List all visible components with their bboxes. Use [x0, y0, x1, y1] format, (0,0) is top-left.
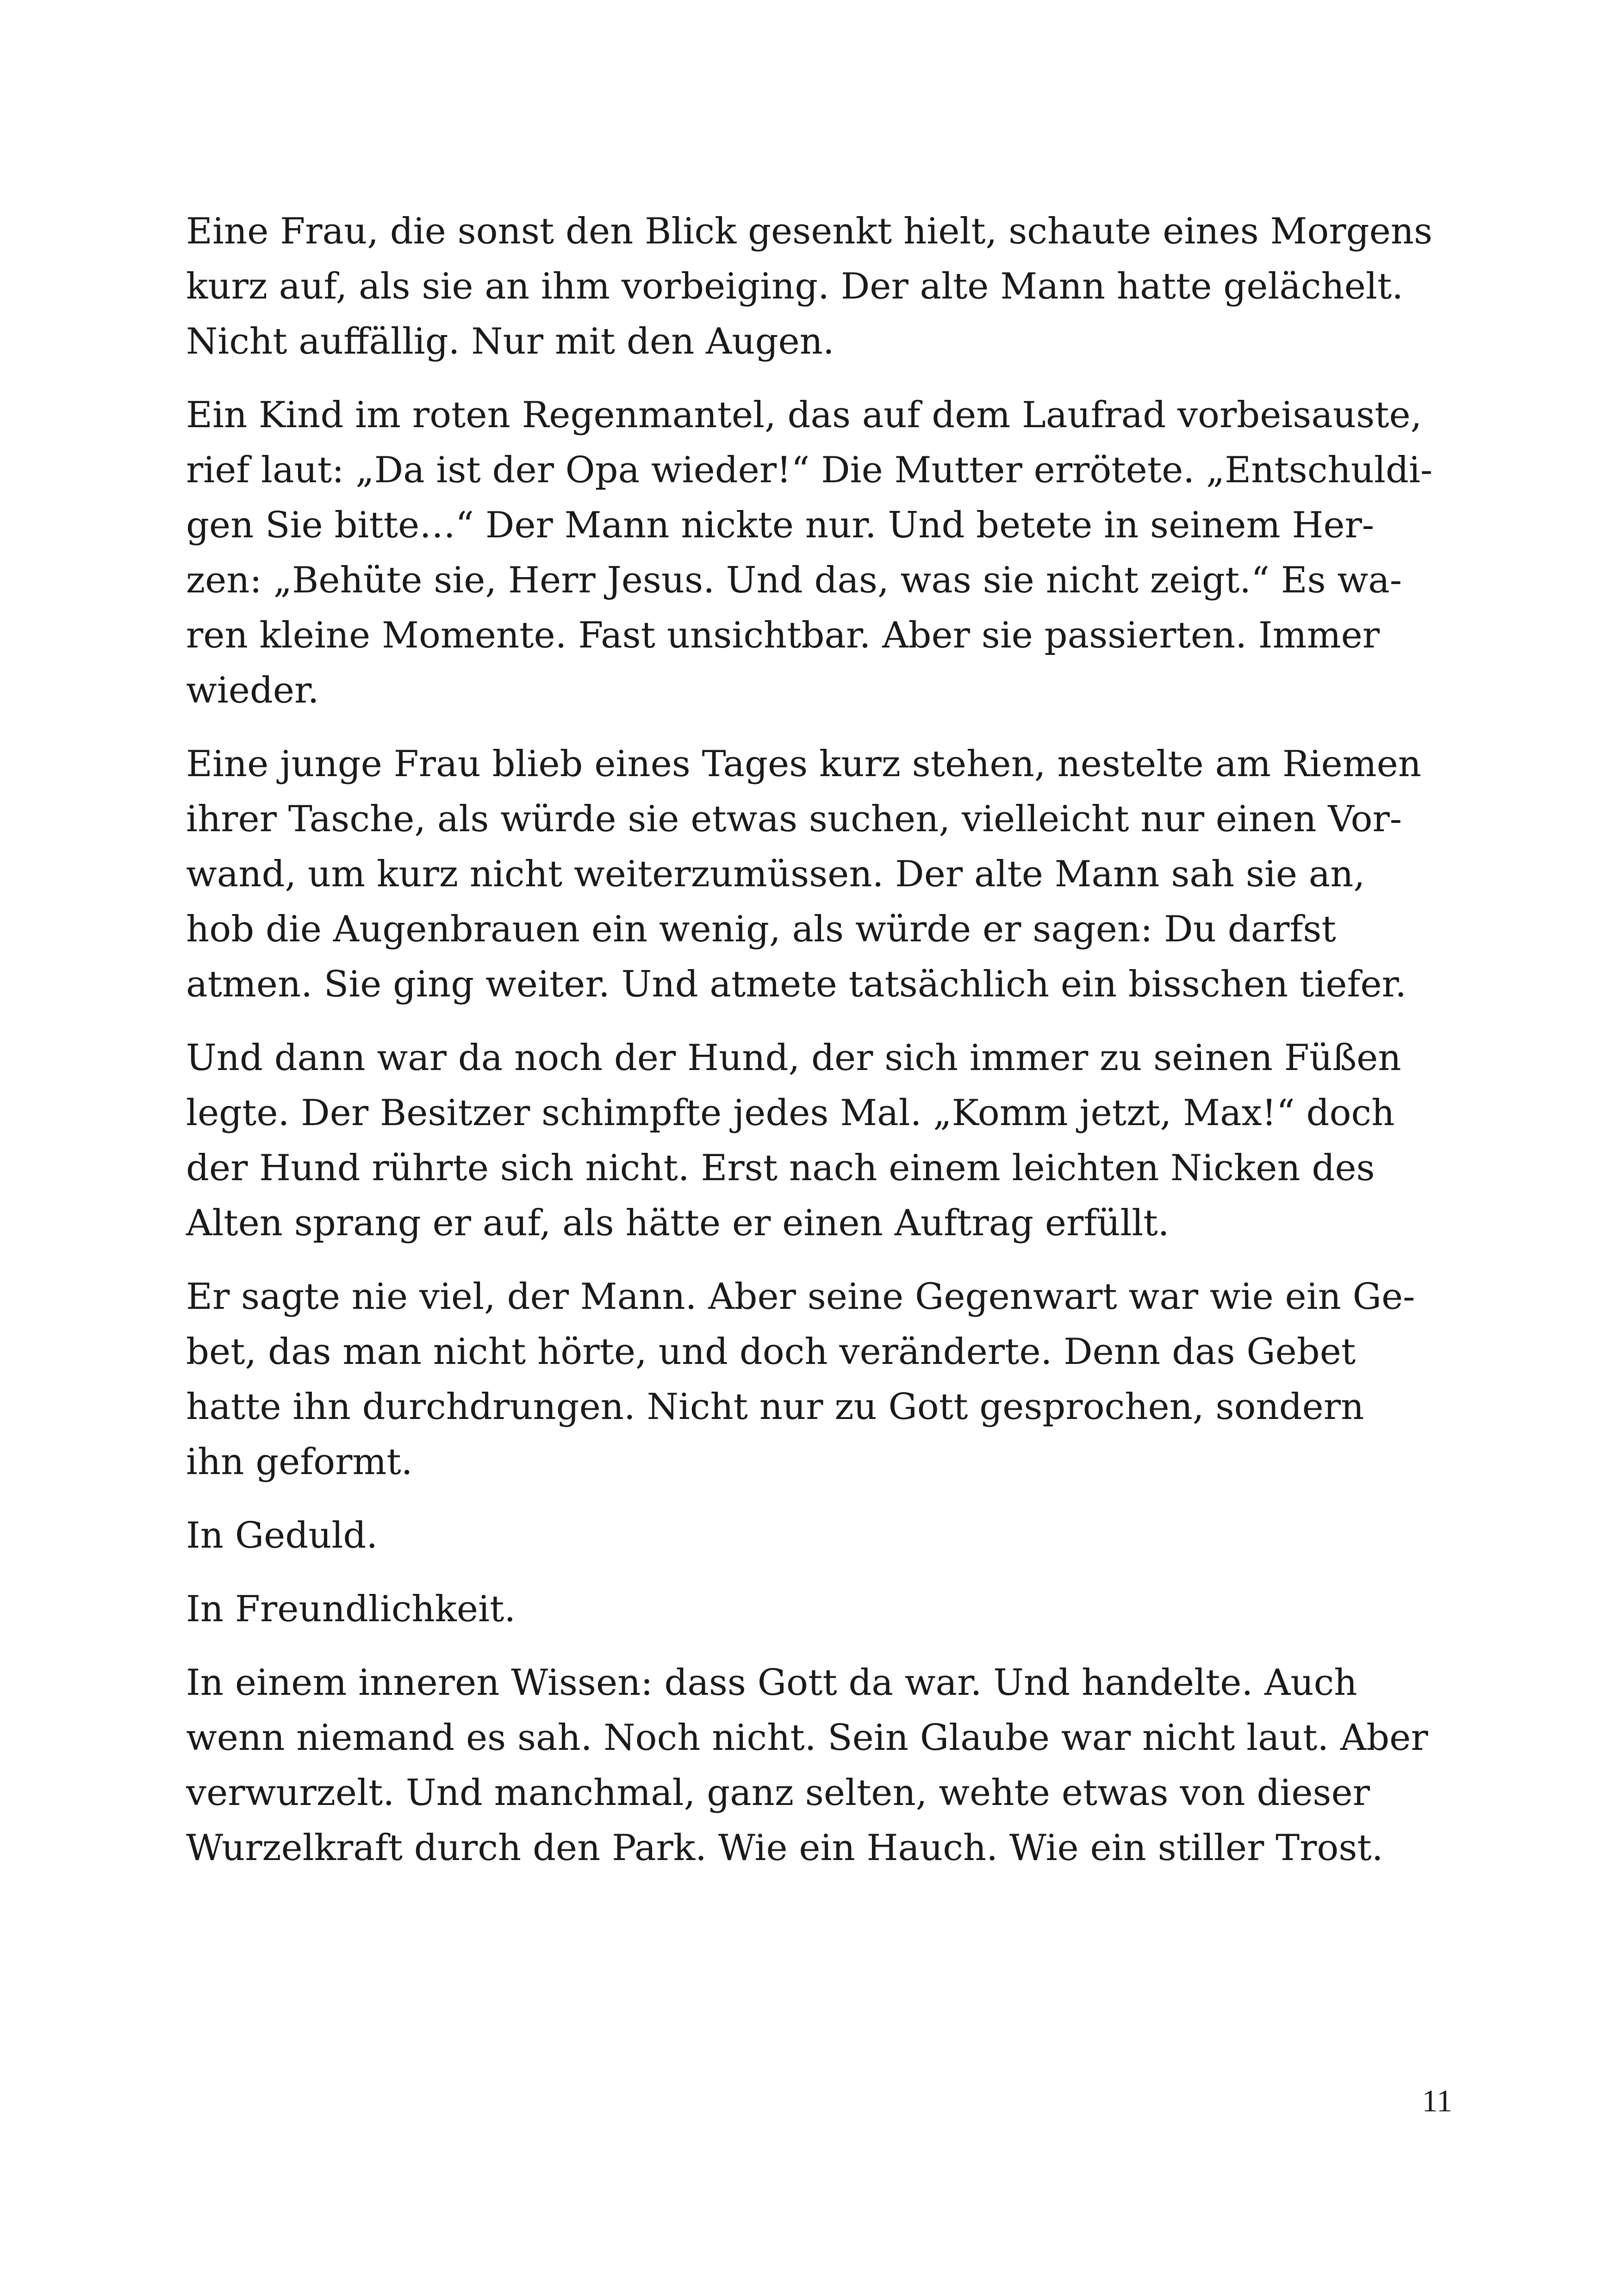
text-line: bet, das man nicht hörte, und doch veränderte. Denn das Gebet: [186, 1331, 1356, 1373]
text-line: ihrer Tasche, als würde sie etwas suchen, vielleicht nur einen Vor-: [186, 798, 1402, 840]
body-text: [186, 204, 1454, 1894]
text-line: In Geduld.: [186, 1515, 378, 1556]
paragraph-2: [186, 388, 1454, 718]
paragraph-3: [186, 737, 1454, 1012]
paragraph-4: [186, 1031, 1454, 1251]
text-line: atmen. Sie ging weiter. Und atmete tatsächlich ein bisschen tiefer.: [186, 964, 1407, 1005]
paragraph-8: [186, 1655, 1454, 1876]
text-line: legte. Der Besitzer schimpfte jedes Mal. „Komm jetzt, Max!“ doch: [186, 1092, 1395, 1134]
page-number: 11: [1422, 2083, 1452, 2118]
text-line: kurz auf, als sie an ihm vorbeiging. Der alte Mann hatte gelächelt.: [186, 266, 1403, 307]
text-line: Eine junge Frau blieb eines Tages kurz stehen, nestelte am Riemen: [186, 743, 1422, 785]
text-line: gen Sie bitte…“ Der Mann nickte nur. Und betete in seinem Her-: [186, 504, 1375, 546]
text-line: rief laut: „Da ist der Opa wieder!“ Die Mutter errötete. „Entschuldi-: [186, 449, 1433, 491]
text-line: In einem inneren Wissen: dass Gott da war. Und handelte. Auch: [186, 1662, 1357, 1704]
text-line: hatte ihn durchdrungen. Nicht nur zu Gott gesprochen, sondern: [186, 1386, 1364, 1428]
text-line: ihn geformt.: [186, 1441, 413, 1483]
text-line: wieder.: [186, 670, 319, 711]
paragraph-7: [186, 1582, 1454, 1637]
text-line: Alten sprang er auf, als hätte er einen Auftrag erfüllt.: [186, 1202, 1170, 1244]
text-line: Eine Frau, die sonst den Blick gesenkt hielt, schaute eines Morgens: [186, 211, 1433, 252]
text-line: wenn niemand es sah. Noch nicht. Sein Glaube war nicht laut. Aber: [186, 1717, 1428, 1759]
text-line: Wurzelkraft durch den Park. Wie ein Hauch. Wie ein stiller Trost.: [186, 1827, 1383, 1869]
text-line: verwurzelt. Und manchmal, ganz selten, wehte etwas von dieser: [186, 1772, 1370, 1814]
paragraph-6: [186, 1508, 1454, 1563]
text-line: hob die Augenbrauen ein wenig, als würde er sagen: Du darfst: [186, 908, 1336, 950]
text-line: wand, um kurz nicht weiterzumüssen. Der alte Mann sah sie an,: [186, 853, 1365, 895]
text-line: Und dann war da noch der Hund, der sich immer zu seinen Füßen: [186, 1037, 1401, 1079]
text-line: Er sagte nie viel, der Mann. Aber seine Gegenwart war wie ein Ge-: [186, 1276, 1415, 1318]
text-line: ren kleine Momente. Fast unsichtbar. Aber sie passierten. Immer: [186, 615, 1380, 656]
paragraph-1: [186, 204, 1454, 369]
text-line: Nicht auffällig. Nur mit den Augen.: [186, 321, 834, 362]
text-line: Ein Kind im roten Regenmantel, das auf dem Laufrad vorbeisauste,: [186, 394, 1422, 436]
text-line: In Freundlichkeit.: [186, 1588, 516, 1630]
paragraph-5: [186, 1269, 1454, 1490]
text-line: zen: „Behüte sie, Herr Jesus. Und das, was sie nicht zeigt.“ Es wa-: [186, 560, 1402, 601]
text-line: der Hund rührte sich nicht. Erst nach einem leichten Nicken des: [186, 1147, 1375, 1189]
